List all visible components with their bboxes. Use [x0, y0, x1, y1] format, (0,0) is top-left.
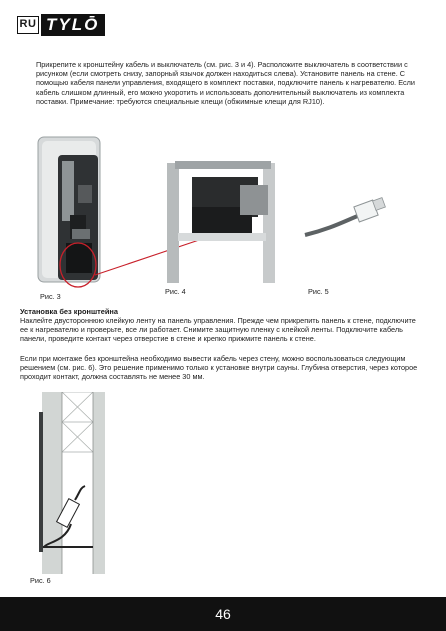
section-paragraph-2: Если при монтаже без кронштейна необходимо вывести кабель через стену, можно воспользоваться следующим решением (см. рис. 6). Это решение применимо только к установке внутри сауны. Глубина отверстия, через которое проходит контакт, должна составлять не менее 30 мм. — [20, 354, 418, 382]
intro-paragraph: Прикрепите к кронштейну кабель и выключатель (см. рис. 3 и 4). Расположите выключатель в соответствии с рисунком (если смотреть снизу, запорный язычок должен находиться слева). Установите панель на стене. С помощью кабеля панели управления, входящего в комплект поставки, подключите панель к нагревателю. Если кабель слишком длинный, его можно укоротить и использовать дополнительный выключатель из комплекта поставки. Примечание: требуются специальные клещи (обжимные клещи для RJ10). — [36, 60, 415, 106]
callout-line — [95, 238, 205, 275]
language-badge: RU — [17, 16, 39, 34]
section-heading: Установка без кронштейна — [20, 307, 118, 316]
page-footer — [0, 597, 446, 631]
fig6-wall-section — [25, 392, 115, 574]
figure-3-caption: Рис. 3 — [40, 292, 61, 301]
figures-illustration — [0, 125, 446, 295]
section-paragraph: Наклейте двустороннюю клейкую ленту на панель управления. Прежде чем прикрепить панель к стене, подключите ее к нагревателю и проверьте, все ли работает. Снимите защитную пленку с клейкой ленты. Подключите кабель панели, проведите контакт через отверстие в стене и крепко прижмите панель к стене. — [20, 316, 416, 344]
fig4-switch-closeup — [167, 161, 275, 283]
figure-6-caption: Рис. 6 — [30, 576, 51, 585]
figure-4-caption: Рис. 4 — [165, 287, 186, 296]
brand-logo: TYLŌ — [41, 14, 105, 36]
page-number: 46 — [215, 606, 231, 622]
fig3-control-panel — [38, 137, 100, 282]
figure-5-caption: Рис. 5 — [308, 287, 329, 296]
fig5-connector — [305, 198, 385, 235]
